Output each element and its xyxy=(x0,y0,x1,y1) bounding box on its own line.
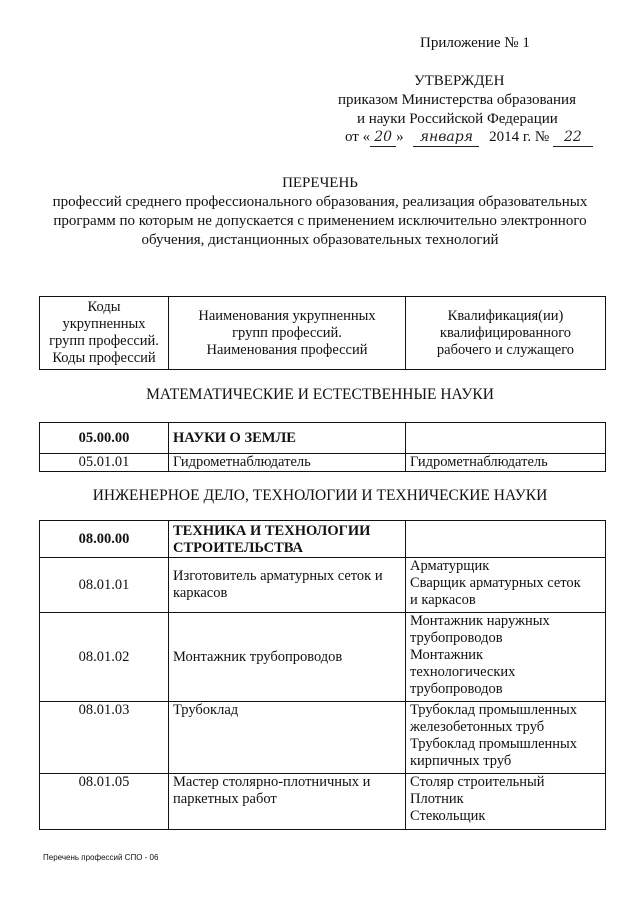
section-table-engineering xyxy=(39,520,606,830)
profession-name-line: паркетных работ xyxy=(173,791,277,807)
group-qualifications-empty xyxy=(406,521,606,558)
profession-code: 05.01.01 xyxy=(40,454,169,472)
table-row xyxy=(40,613,606,702)
qualification-line: Сварщик арматурных сеток xyxy=(410,575,581,591)
qualification-line: Монтажник xyxy=(410,647,484,663)
header-names xyxy=(169,297,406,370)
header-codes xyxy=(40,297,169,370)
document-title-line-1: профессий среднего профессионального образования, реализация образовательных xyxy=(52,194,588,210)
column-header-table xyxy=(39,296,606,370)
profession-name: Монтажник трубопроводов xyxy=(169,613,406,702)
page-footer: Перечень профессий СПО - 06 xyxy=(43,853,159,862)
profession-qualifications xyxy=(406,702,606,774)
profession-qualifications xyxy=(406,558,606,613)
date-day-handwritten: 20 xyxy=(370,130,396,147)
date-mid: » xyxy=(396,129,404,145)
qualification-line: кирпичных труб xyxy=(410,753,512,769)
profession-name-line: Изготовитель арматурных сеток и xyxy=(173,568,383,584)
order-number-handwritten: 22 xyxy=(553,130,593,147)
header-names-line: Наименования укрупненных xyxy=(198,307,376,324)
document-title-line-3: обучения, дистанционных образовательных технологий xyxy=(141,232,499,248)
group-code: 05.00.00 xyxy=(40,423,169,454)
order-line-1: приказом Министерства образования xyxy=(338,92,576,108)
profession-code: 08.01.02 xyxy=(40,613,169,702)
group-name-line: СТРОИТЕЛЬСТВА xyxy=(173,540,304,556)
date-prefix: от « xyxy=(345,129,371,145)
header-qualifications xyxy=(406,297,606,370)
qualification-line: технологических xyxy=(410,664,516,680)
header-qual-line: квалифицированного xyxy=(439,324,572,341)
qualification-line: Трубоклад промышленных xyxy=(410,702,578,718)
header-qual-line: Квалификация(ии) xyxy=(447,307,564,324)
table-row-group xyxy=(40,423,606,454)
table-row xyxy=(40,454,606,472)
header-codes-line: Коды xyxy=(87,299,121,315)
profession-name xyxy=(169,774,406,830)
qualification-line: Арматурщик xyxy=(410,558,490,574)
qualification-line: Трубоклад промышленных xyxy=(410,736,578,752)
table-row xyxy=(40,702,606,774)
group-qualifications-empty xyxy=(406,423,606,454)
profession-qualifications xyxy=(406,613,606,702)
profession-name xyxy=(169,558,406,613)
profession-name-line: Мастер столярно-плотничных и xyxy=(173,774,371,790)
profession-name-line: каркасов xyxy=(173,585,228,601)
table-row xyxy=(40,774,606,830)
qualification-line: железобетонных труб xyxy=(410,719,545,735)
section-table-natural-sciences xyxy=(39,422,606,472)
table-row-group xyxy=(40,521,606,558)
group-name xyxy=(169,521,406,558)
qualification-line: Монтажник наружных xyxy=(410,613,550,629)
group-name-line: ТЕХНИКА И ТЕХНОЛОГИИ xyxy=(173,523,371,539)
section-title-engineering: ИНЖЕНЕРНОЕ ДЕЛО, ТЕХНОЛОГИИ И ТЕХНИЧЕСКИЕ НАУКИ xyxy=(92,487,548,504)
document-title-line-2: программ по которым не допускается с применением исключительно электронного xyxy=(53,213,587,229)
qualification-line: Плотник xyxy=(410,791,464,807)
profession-qualifications xyxy=(406,774,606,830)
date-month-handwritten: января xyxy=(413,130,479,147)
profession-code: 08.01.03 xyxy=(40,702,169,774)
header-qual-line: рабочего и служащего xyxy=(436,341,575,358)
header-codes-line: групп профессий. xyxy=(49,333,159,349)
profession-code: 08.01.05 xyxy=(40,774,169,830)
qualification-line: и каркасов xyxy=(410,592,476,608)
order-date-line xyxy=(345,128,593,147)
profession-code: 08.01.01 xyxy=(40,558,169,613)
date-year: 2014 г. № xyxy=(489,129,550,145)
qualification-line: трубопроводов xyxy=(410,630,503,646)
order-line-2: и науки Российской Федерации xyxy=(357,111,558,127)
group-name: НАУКИ О ЗЕМЛЕ xyxy=(169,423,406,454)
profession-name: Трубоклад xyxy=(169,702,406,774)
header-names-line: Наименования профессий xyxy=(206,341,368,358)
profession-qualification: Гидрометнаблюдатель xyxy=(406,454,606,472)
header-names-line: групп профессий. xyxy=(232,324,342,341)
header-codes-line: Коды профессий xyxy=(52,350,156,366)
document-heading: ПЕРЕЧЕНЬ xyxy=(282,175,358,191)
qualification-line: трубопроводов xyxy=(410,681,503,697)
table-row xyxy=(40,558,606,613)
appendix-label: Приложение № 1 xyxy=(420,35,530,51)
qualification-line: Столяр строительный xyxy=(410,774,545,790)
approved-label: УТВЕРЖДЕН xyxy=(414,73,505,89)
group-code: 08.00.00 xyxy=(40,521,169,558)
qualification-line: Стекольщик xyxy=(410,808,486,824)
profession-name: Гидрометнаблюдатель xyxy=(169,454,406,472)
header-codes-line: укрупненных xyxy=(62,316,146,332)
section-title-natural-sciences: МАТЕМАТИЧЕСКИЕ И ЕСТЕСТВЕННЫЕ НАУКИ xyxy=(146,386,494,403)
